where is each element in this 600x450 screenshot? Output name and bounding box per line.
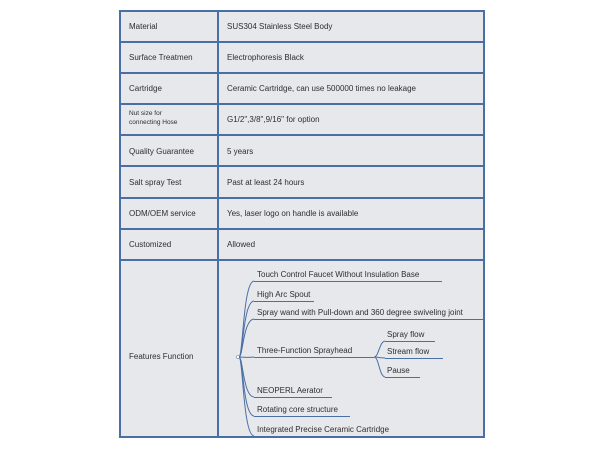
row-value-odm-oem: Yes, laser logo on handle is available <box>227 209 359 218</box>
feature-underline <box>254 357 374 358</box>
feature-item-sprayhead: Three-Function Sprayhead <box>257 346 353 355</box>
feature-item-ceramic-cartridge: Integrated Precise Ceramic Cartridge <box>257 425 390 434</box>
row-label-material: Material <box>129 22 158 31</box>
feature-underline <box>254 319 485 320</box>
feature-underline <box>254 301 314 302</box>
row-label-customized: Customized <box>129 240 172 249</box>
feature-underline <box>254 397 332 398</box>
row-value-material: SUS304 Stainless Steel Body <box>227 22 333 31</box>
sub-item-underline <box>385 377 420 378</box>
row-value-salt-spray: Past at least 24 hours <box>227 178 305 187</box>
feature-underline <box>254 281 442 282</box>
row-label-salt-spray: Salt spray Test <box>129 178 182 187</box>
feature-item-aerator: NEOPERL Aerator <box>257 386 323 395</box>
feature-underline <box>254 416 350 417</box>
spec-table <box>119 10 485 438</box>
row-label-odm-oem: ODM/OEM service <box>129 209 196 218</box>
row-value-surface: Electrophoresis Black <box>227 53 304 62</box>
row-value-cartridge: Ceramic Cartridge, can use 500000 times no leakage <box>227 84 416 93</box>
sub-item-pause: Pause <box>387 366 410 375</box>
feature-underline <box>254 436 394 437</box>
row-label-nut-size-line2: connecting Hose <box>129 119 178 126</box>
row-value-nut-size: G1/2",3/8",9/16" for option <box>227 115 320 124</box>
row-label-quality: Quality Guarantee <box>129 147 194 156</box>
row-label-nut-size-line1: Nut size for <box>129 110 162 117</box>
feature-item-spray-wand: Spray wand with Pull-down and 360 degree swiveling joint <box>257 308 463 317</box>
row-label-cartridge: Cartridge <box>129 84 162 93</box>
sub-item-underline <box>385 358 443 359</box>
feature-item-high-arc: High Arc Spout <box>257 290 311 299</box>
features-mindmap-branches <box>121 12 487 440</box>
sub-item-spray-flow: Spray flow <box>387 330 425 339</box>
row-label-surface: Surface Treatmen <box>129 53 193 62</box>
feature-item-rotating-core: Rotating core structure <box>257 405 338 414</box>
row-label-features: Features Function <box>129 352 194 361</box>
sub-item-underline <box>385 341 435 342</box>
sub-item-stream-flow: Stream flow <box>387 347 430 356</box>
row-value-quality: 5 years <box>227 147 254 156</box>
row-value-customized: Allowed <box>227 240 256 249</box>
feature-item-touch-control: Touch Control Faucet Without Insulation Base <box>257 270 420 279</box>
